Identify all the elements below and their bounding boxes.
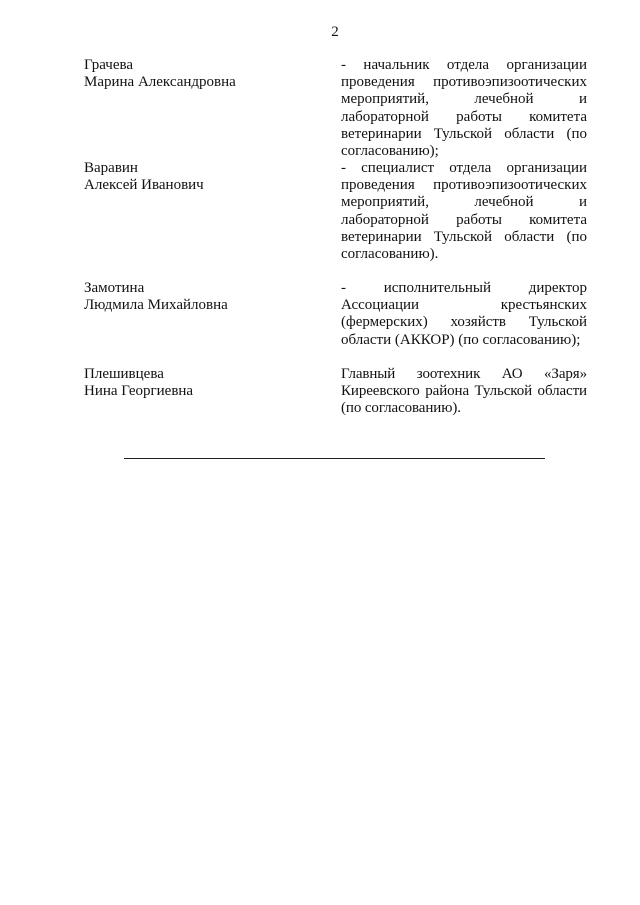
member-name (84, 160, 324, 194)
member-surname: Плешивцева (84, 366, 164, 382)
member-given-names: Алексей Иванович (84, 177, 204, 194)
closing-separator-line (124, 458, 545, 459)
member-surname: Грачева (84, 57, 134, 73)
member-surname: Замотина (84, 280, 145, 296)
member-position: - специалист отдела организации проведения противоэпизоотических мероприятий, лечебной и лабораторной работы комитета ветеринарии Тульской области (по согласованию). (341, 160, 587, 263)
member-position: - исполнительный директор Ассоциации крестьянских (фермерских) хозяйств Тульской области (АККОР) (по согласованию); (341, 280, 587, 348)
member-name (84, 57, 324, 91)
member-given-names: Людмила Михайловна (84, 297, 228, 314)
member-surname: Варавин (84, 160, 138, 176)
page-number: 2 (331, 24, 339, 40)
member-given-names: Марина Александровна (84, 74, 236, 91)
member-position: Главный зоотехник АО «Заря» Киреевского района Тульской области (по согласованию). (341, 366, 587, 417)
member-name (84, 366, 324, 400)
member-given-names: Нина Георгиевна (84, 383, 194, 400)
member-name (84, 280, 324, 314)
member-position: - начальник отдела организации проведения противоэпизоотических мероприятий, лечебной и лабораторной работы комитета ветеринарии Тульской области (по согласованию); (341, 57, 587, 160)
